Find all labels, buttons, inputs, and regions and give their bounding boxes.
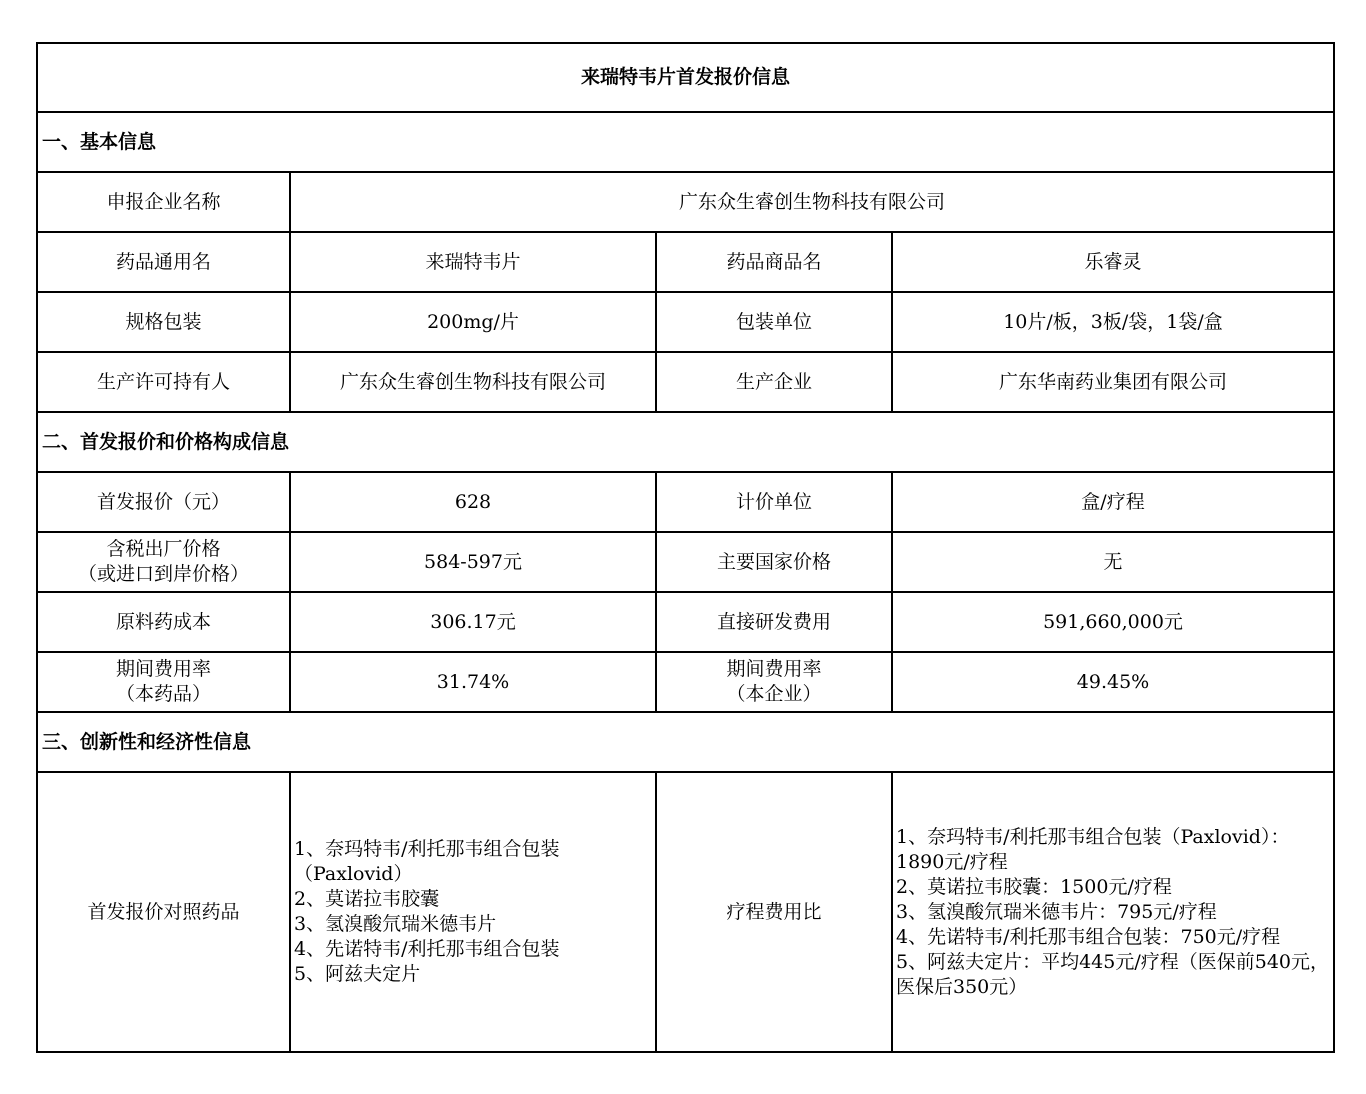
intl-price-label: 主要国家价格 <box>656 532 892 592</box>
comparator-label: 首发报价对照药品 <box>37 772 290 1052</box>
section-heading-basic: 一、基本信息 <box>37 112 1334 172</box>
launch-price-value: 628 <box>290 472 656 532</box>
spec-value: 200mg/片 <box>290 292 656 352</box>
cost-ratio-list <box>892 772 1334 1052</box>
table-row <box>37 592 1334 652</box>
table-row <box>37 652 1334 712</box>
table-row <box>37 352 1334 412</box>
expense-rate-drug-label <box>37 652 290 712</box>
ex-factory-label <box>37 532 290 592</box>
pack-unit-value: 10片/板，3板/袋，1袋/盒 <box>892 292 1334 352</box>
list-item: 1、奈玛特韦/利托那韦组合包装（Paxlovid）：1890元/疗程 <box>896 825 1290 873</box>
list-item: 4、先诺特韦/利托那韦组合包装：750元/疗程 <box>896 925 1281 948</box>
generic-name-value: 来瑞特韦片 <box>290 232 656 292</box>
rd-cost-value: 591,660,000元 <box>892 592 1334 652</box>
table-row <box>37 772 1334 1052</box>
comparator-list <box>290 772 656 1052</box>
list-item: 3、氢溴酸氘瑞米德韦片 <box>294 913 497 935</box>
list-item: 4、先诺特韦/利托那韦组合包装 <box>294 938 560 960</box>
spec-label: 规格包装 <box>37 292 290 352</box>
list-item: 3、氢溴酸氘瑞米德韦片：795元/疗程 <box>896 900 1217 923</box>
api-cost-label: 原料药成本 <box>37 592 290 652</box>
ex-factory-value: 584-597元 <box>290 532 656 592</box>
license-holder-value: 广东众生睿创生物科技有限公司 <box>290 352 656 412</box>
table-row <box>37 292 1334 352</box>
section-heading-innovation: 三、创新性和经济性信息 <box>37 712 1334 772</box>
list-item: 1、奈玛特韦/利托那韦组合包装（Paxlovid） <box>294 838 560 885</box>
expense-rate-company-label-line-2: （本企业） <box>726 683 822 705</box>
list-item: 2、莫诺拉韦胶囊：1500元/疗程 <box>896 875 1172 898</box>
expense-rate-drug-label-line-1: 期间费用率 <box>115 658 211 680</box>
cost-ratio-label: 疗程费用比 <box>656 772 892 1052</box>
table-row <box>37 532 1334 592</box>
license-holder-label: 生产许可持有人 <box>37 352 290 412</box>
ex-factory-label-line-2: （或进口到岸价格） <box>77 563 249 585</box>
manufacturer-label: 生产企业 <box>656 352 892 412</box>
expense-rate-company-label-line-1: 期间费用率 <box>726 658 822 680</box>
company-label: 申报企业名称 <box>37 172 290 232</box>
table-row <box>37 232 1334 292</box>
list-item: 5、阿兹夫定片：平均445元/疗程（医保前540元，医保后350元） <box>896 950 1330 998</box>
price-unit-value: 盒/疗程 <box>892 472 1334 532</box>
section-heading-pricing: 二、首发报价和价格构成信息 <box>37 412 1334 472</box>
generic-name-label: 药品通用名 <box>37 232 290 292</box>
table-row <box>37 172 1334 232</box>
price-unit-label: 计价单位 <box>656 472 892 532</box>
expense-rate-drug-value: 31.74% <box>290 652 656 712</box>
intl-price-value: 无 <box>892 532 1334 592</box>
pack-unit-label: 包装单位 <box>656 292 892 352</box>
expense-rate-company-label <box>656 652 892 712</box>
price-info-table <box>36 42 1335 1053</box>
trade-name-value: 乐睿灵 <box>892 232 1334 292</box>
company-value: 广东众生睿创生物科技有限公司 <box>290 172 1334 232</box>
table-title: 来瑞特韦片首发报价信息 <box>37 43 1334 112</box>
expense-rate-drug-label-line-2: （本药品） <box>115 683 211 705</box>
ex-factory-label-line-1: 含税出厂价格 <box>106 538 221 560</box>
expense-rate-company-value: 49.45% <box>892 652 1334 712</box>
api-cost-value: 306.17元 <box>290 592 656 652</box>
rd-cost-label: 直接研发费用 <box>656 592 892 652</box>
table-row <box>37 472 1334 532</box>
list-item: 2、莫诺拉韦胶囊 <box>294 888 440 910</box>
launch-price-label: 首发报价（元） <box>37 472 290 532</box>
trade-name-label: 药品商品名 <box>656 232 892 292</box>
list-item: 5、阿兹夫定片 <box>294 963 421 985</box>
manufacturer-value: 广东华南药业集团有限公司 <box>892 352 1334 412</box>
